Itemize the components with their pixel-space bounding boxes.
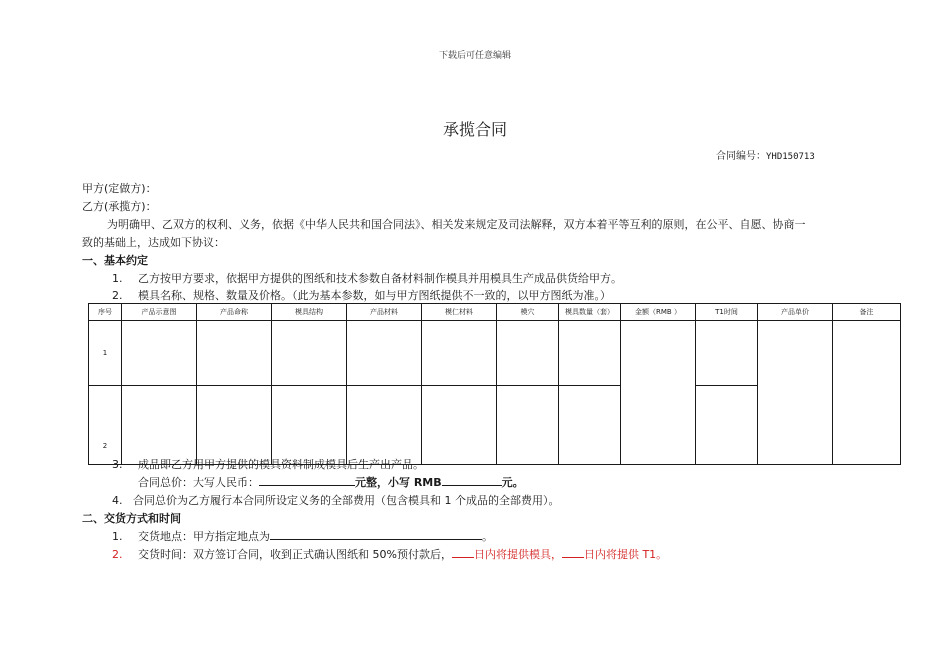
mold-days-text: 日内将提供模具， <box>473 548 562 561</box>
table-cell <box>422 321 497 386</box>
t1-days-text: 日内将提供 T1。 <box>583 548 668 561</box>
row-index-cell: 1 <box>89 321 122 386</box>
delivery-place-end: 。 <box>482 530 493 543</box>
contract-number-label: 合同编号： <box>716 151 766 162</box>
section2-item2 <box>112 546 667 562</box>
item-number: 2. <box>112 289 123 302</box>
table-cell <box>197 386 272 465</box>
col-header-product-material: 产品材料 <box>347 304 422 321</box>
table-header-row <box>89 304 901 321</box>
item-number: 1. <box>112 530 123 543</box>
amount-merged-cell <box>621 321 696 465</box>
table-cell <box>272 321 347 386</box>
table-cell <box>347 321 422 386</box>
table-cell <box>197 321 272 386</box>
mold-days-blank[interactable] <box>452 546 474 558</box>
total-price-label: 合同总价：大写人民币： <box>138 476 259 489</box>
preamble-line-1: 为明确甲、乙双方的权利、义务，依据《中华人民共和国合同法》、相关发来规定及司法解释，双方本着平等互利的原则，在公平、自愿、协商一 <box>107 218 806 231</box>
table-cell <box>422 386 497 465</box>
delivery-place-blank[interactable] <box>270 528 482 540</box>
row-index-cell: 2 <box>89 386 122 465</box>
table-cell <box>122 386 197 465</box>
total-price-line <box>138 474 524 490</box>
section1-item3 <box>112 456 424 472</box>
col-header-product-image: 产品示意图 <box>122 304 197 321</box>
col-header-mold-structure: 模具结构 <box>272 304 347 321</box>
mold-spec-table <box>88 303 901 465</box>
col-header-core-material: 模仁材料 <box>422 304 497 321</box>
table-cell <box>696 386 758 465</box>
lower-amount-suffix: 元。 <box>501 476 524 489</box>
col-header-unit-price: 产品单价 <box>758 304 833 321</box>
upper-amount-suffix: 元整，小写 RMB <box>355 476 442 489</box>
table-cell <box>272 386 347 465</box>
table-cell <box>497 321 559 386</box>
col-header-mold-quantity: 模具数量（套） <box>559 304 621 321</box>
section2-heading: 二、交货方式和时间 <box>82 512 181 525</box>
t1-days-blank[interactable] <box>562 546 584 558</box>
table-cell <box>122 321 197 386</box>
delivery-place-label: 交货地点：甲方指定地点为 <box>138 530 270 543</box>
col-header-remarks: 备注 <box>833 304 901 321</box>
contract-number-code: YHD150713 <box>766 152 815 162</box>
party-b: 乙方(承揽方)： <box>82 200 157 213</box>
table-cell <box>497 386 559 465</box>
section2-item1 <box>112 528 493 544</box>
upper-amount-blank[interactable] <box>259 474 355 486</box>
item-text: 成品即乙方用甲方提供的模具资料制成模具后生产出产品。 <box>138 458 424 471</box>
col-header-t1-time: T1时间 <box>696 304 758 321</box>
item-number: 4. <box>112 494 123 507</box>
section1-item4 <box>112 492 560 508</box>
table-cell <box>696 321 758 386</box>
lower-amount-blank[interactable] <box>442 474 502 486</box>
page-title: 承揽合同 <box>442 120 507 139</box>
col-header-cavity: 模穴 <box>497 304 559 321</box>
contract-number <box>716 147 815 162</box>
header-note: 下载后可任意编辑 <box>438 51 511 61</box>
item-text: 乙方按甲方要求，依据甲方提供的图纸和技术参数自备材料制作模具并用模具生产成品供货给甲方。 <box>138 272 622 285</box>
party-a: 甲方(定做方)： <box>82 182 157 195</box>
unit-price-merged-cell <box>758 321 833 465</box>
item-number: 1. <box>112 272 123 285</box>
section1-heading: 一、基本约定 <box>82 254 148 267</box>
col-header-product-name: 产品命称 <box>197 304 272 321</box>
table-cell <box>559 321 621 386</box>
item-text: 合同总价为乙方履行本合同所设定义务的全部费用（包含模具和 1 个成品的全部费用）。 <box>133 494 560 507</box>
item-number: 3. <box>112 458 123 471</box>
remarks-merged-cell <box>833 321 901 465</box>
section1-item2 <box>112 287 611 303</box>
col-header-index: 序号 <box>89 304 122 321</box>
item-number: 2. <box>112 548 123 561</box>
preamble-line-2: 致的基础上，达成如下协议： <box>82 236 225 249</box>
item-text: 模具名称、规格、数量及价格。（此为基本参数，如与甲方图纸提供不一致的，以甲方图纸为准。） <box>138 289 611 302</box>
section1-item1 <box>112 270 622 286</box>
table-cell <box>559 386 621 465</box>
table-cell <box>347 386 422 465</box>
table-row <box>89 321 901 386</box>
delivery-time-text: 交货时间：双方签订合同，收到正式确认图纸和 50%预付款后， <box>138 548 452 561</box>
col-header-amount: 金额（RMB ） <box>621 304 696 321</box>
